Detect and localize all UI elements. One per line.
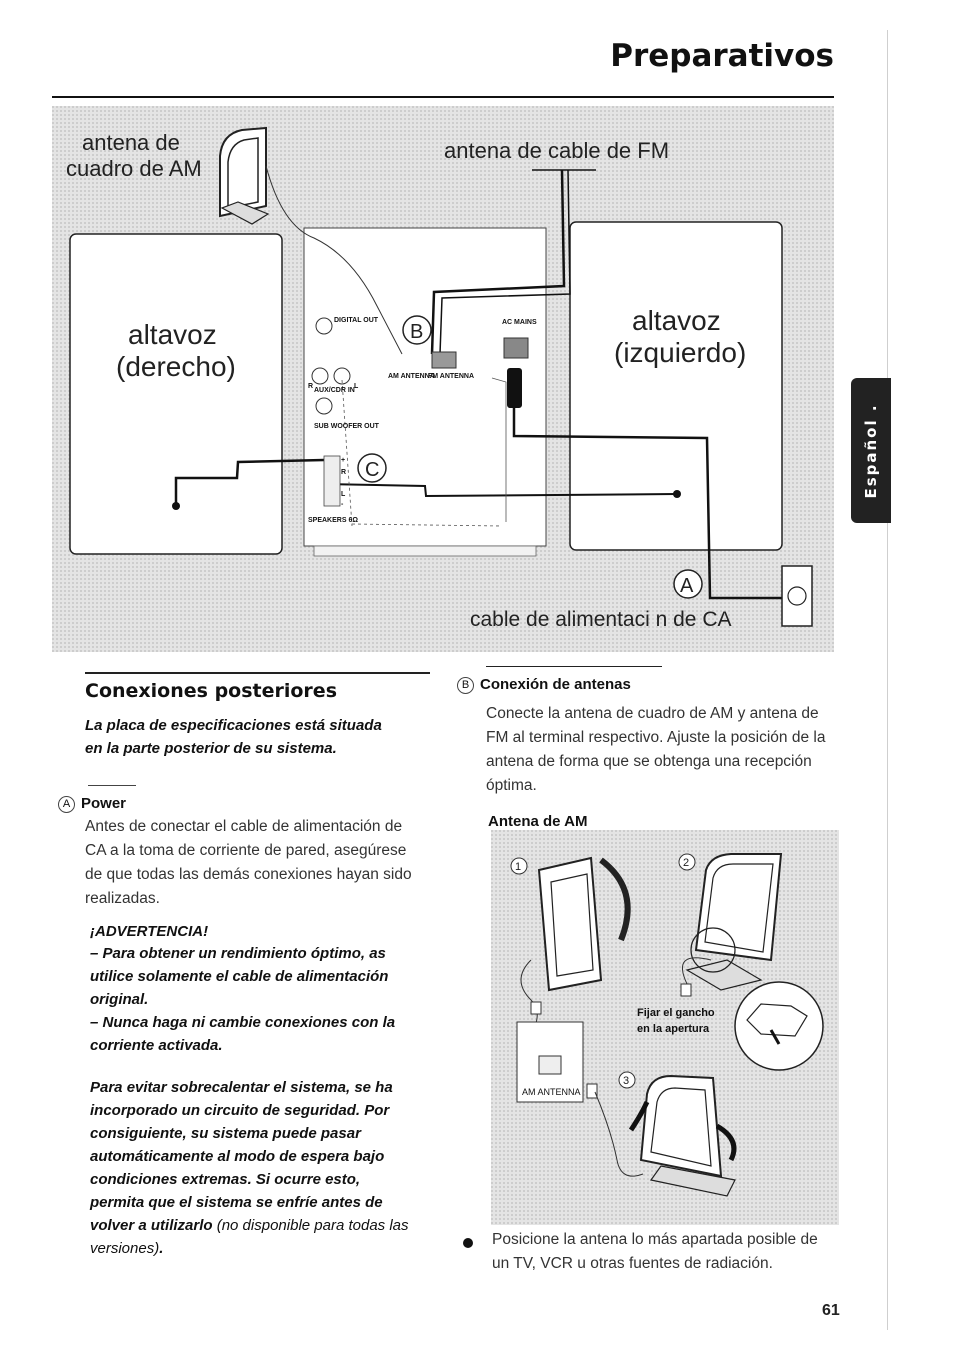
safety-line: Para evitar sobrecalentar el sistema, se ha <box>90 1079 393 1096</box>
am-antenna-socket-label: AM ANTENNA <box>522 1087 581 1097</box>
safety-italic-note: (no disponible para todas las <box>212 1217 409 1234</box>
language-tab <box>851 378 891 523</box>
power-text-line: Antes de conectar el cable de alimentación de <box>85 818 403 835</box>
safety-bold-end: volver a utilizarlo <box>90 1217 213 1234</box>
tip-line: Posicione la antena lo más apartada posible de <box>492 1231 818 1248</box>
right-speaker-label-line2: (derecho) <box>116 351 236 382</box>
margin-rule <box>887 30 888 1330</box>
left-speaker-label-line2: (izquierdo) <box>614 337 747 368</box>
antenna-heading <box>457 676 807 694</box>
digital-out-label: DIGITAL OUT <box>334 317 379 324</box>
tip-line: un TV, VCR u otras fuentes de radiación. <box>492 1255 773 1272</box>
page-title: Preparativos <box>610 38 834 74</box>
power-plug <box>507 368 522 408</box>
am-antenna-panel-label: AM ANTENNA <box>388 373 435 380</box>
power-text <box>85 815 435 911</box>
speaker-plus-label: + <box>341 457 346 464</box>
antenna-text-line: antena de forma que se obtenga una recepción <box>486 753 812 770</box>
speaker-l-label: L <box>341 491 346 498</box>
marker-a: A <box>680 575 694 597</box>
power-cable-label: cable de alimentaci n de CA <box>470 608 732 631</box>
right-speaker-label-line1: altavoz <box>128 319 217 350</box>
antenna-position-tip <box>492 1228 842 1276</box>
safety-line: permita que el sistema se enfríe antes de <box>90 1194 383 1211</box>
ac-mains-label: AC MAINS <box>502 319 537 326</box>
left-speaker-box <box>570 222 782 550</box>
step-3-label: 3 <box>623 1075 630 1087</box>
power-text-line: realizadas. <box>85 890 160 907</box>
spec-plate-line: La placa de especificaciones está situada <box>85 717 382 734</box>
power-marker: A <box>58 796 75 813</box>
aux-l-label: L <box>354 383 359 390</box>
speakers-label: SPEAKERS 6Ω <box>308 517 358 524</box>
am-antenna-label-line2: cuadro de AM <box>66 156 202 181</box>
main-unit-base <box>314 546 536 556</box>
section-rule-right <box>486 666 662 667</box>
safety-final-dot: . <box>159 1240 164 1257</box>
section-heading-rear-connections: Conexiones posteriores <box>85 680 338 702</box>
am-antenna-heading: Antena de AM <box>488 813 588 830</box>
wall-socket <box>782 566 812 626</box>
aux-cdr-in-label: AUX/CDR IN <box>314 387 355 394</box>
aux-r-label: R <box>308 383 314 390</box>
warning-title: ¡ADVERTENCIA! <box>90 923 209 940</box>
spec-plate-note <box>85 714 435 760</box>
warning-line: – Nunca haga ni cambie conexiones con la <box>90 1014 396 1031</box>
warning-line: original. <box>90 991 149 1008</box>
safety-italic-end: versiones) <box>90 1240 160 1257</box>
am-antenna-label-line1: antena de <box>82 130 180 155</box>
warning-line: utilice solamente el cable de alimentación <box>90 968 389 985</box>
hook-note-line2: en la apertura <box>637 1023 710 1035</box>
marker-b: B <box>410 321 424 343</box>
section-rule-left <box>85 672 430 674</box>
subwoofer-out-label: SUB WOOFER OUT <box>314 423 379 430</box>
safety-line: automáticamente al modo de espera bajo <box>90 1148 385 1165</box>
step-2-label: 2 <box>683 857 690 869</box>
subsection-rule <box>88 785 136 786</box>
fm-antenna-label: antena de cable de FM <box>444 138 670 163</box>
rear-connection-diagram <box>52 106 834 652</box>
power-text-line: CA a la toma de corriente de pared, asegúrese <box>85 842 407 859</box>
antenna-marker: B <box>457 677 474 694</box>
speaker-minus-label: - <box>341 501 344 508</box>
safety-line <box>90 1214 435 1237</box>
safety-text <box>90 1076 435 1260</box>
safety-line: condiciones extremas. Si ocurre esto, <box>90 1171 361 1188</box>
antenna-title: Conexión de antenas <box>480 676 631 693</box>
hook-note-line1: Fijar el gancho <box>637 1007 715 1019</box>
warning-line: – Para obtener un rendimiento óptimo, as <box>90 945 386 962</box>
safety-line: incorporado un circuito de seguridad. Por <box>90 1102 390 1119</box>
left-speaker-label-line1: altavoz <box>632 305 721 336</box>
power-title: Power <box>81 795 127 812</box>
page-number: 61 <box>822 1302 840 1319</box>
bullet-point <box>463 1238 473 1248</box>
antenna-text-line: óptima. <box>486 777 537 794</box>
title-rule <box>52 96 834 98</box>
safety-line: consiguiente, su sistema puede pasar <box>90 1125 361 1142</box>
power-heading <box>58 795 408 813</box>
language-tab-label: Español . <box>862 402 880 499</box>
safety-line <box>90 1237 435 1260</box>
antenna-text-line: Conecte la antena de cuadro de AM y antena de <box>486 705 819 722</box>
warning-line: corriente activada. <box>90 1037 223 1054</box>
fm-antenna-panel-label: FM ANTENNA <box>428 373 475 380</box>
step-1-label: 1 <box>515 861 522 873</box>
warning-text <box>90 942 435 1057</box>
power-text-line: de que todas las demás conexiones hayan sido <box>85 866 412 883</box>
am-antenna-assembly-figure <box>491 830 839 1225</box>
antenna-text-line: FM al terminal respectivo. Ajuste la posición de la <box>486 729 826 746</box>
speaker-r-label: R <box>341 469 347 476</box>
marker-c: C <box>365 459 380 481</box>
spec-plate-line: en la parte posterior de su sistema. <box>85 740 337 757</box>
antenna-text <box>486 702 836 798</box>
